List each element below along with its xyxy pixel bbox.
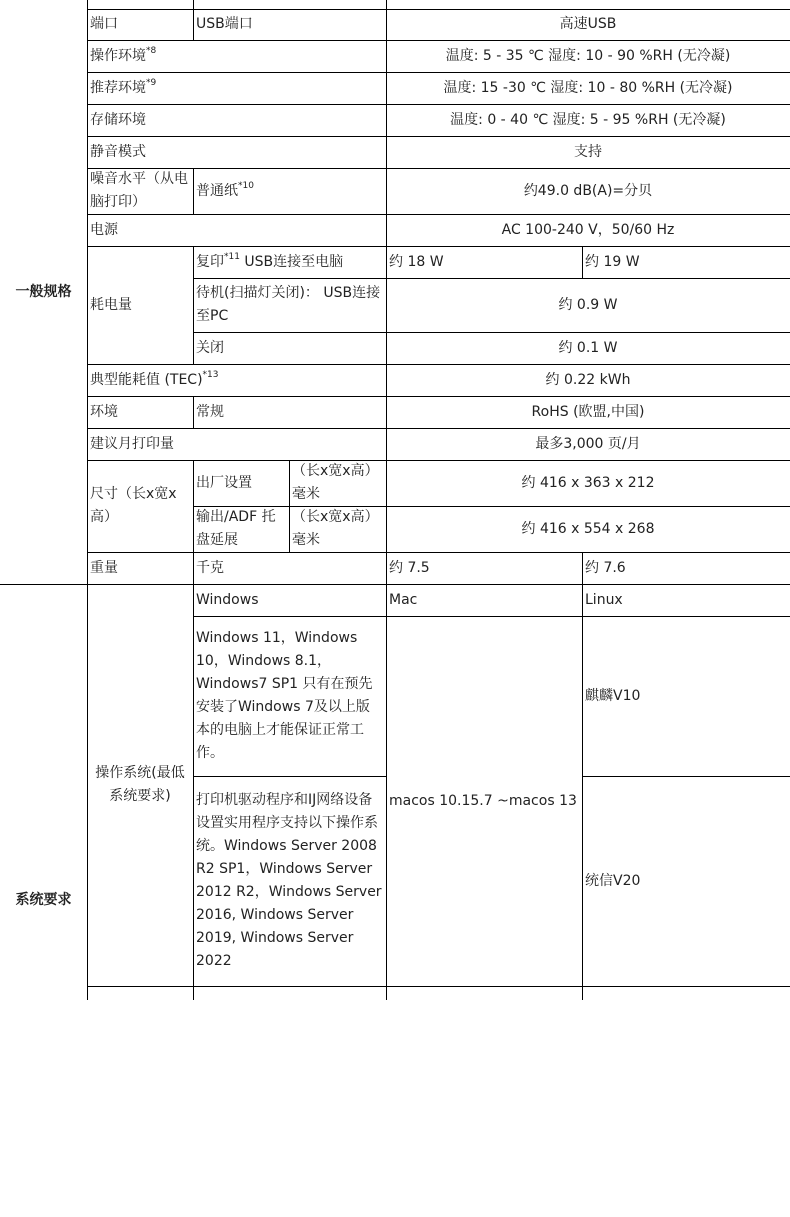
environment-label: 环境 — [90, 403, 118, 420]
weight-unit: 千克 — [196, 559, 224, 576]
power-standby-label: 待机(扫描灯关闭)： USB连接至PC — [196, 285, 381, 324]
noise-value: 约49.0 dB(A)=分贝 — [523, 182, 653, 199]
power-copy-label: 复印$^{*11}$ USB连接至电脑 — [196, 251, 344, 270]
footnote-mark: *8 — [146, 45, 157, 56]
power-copy-value-a: 约 18 W — [389, 253, 444, 270]
environment-value: RoHS (欧盟,中国) — [531, 403, 645, 420]
column-divider — [193, 0, 194, 40]
column-divider — [193, 396, 194, 428]
dimensions-extended-value: 约 416 x 554 x 268 — [521, 520, 655, 537]
column-divider — [193, 168, 194, 214]
footnote-mark: *13 — [202, 369, 219, 380]
port-label: 端口 — [90, 16, 118, 32]
column-divider — [87, 0, 88, 1000]
recommended-env-label: 推荐环境$^{*9}$ — [90, 77, 157, 96]
column-divider — [193, 460, 194, 1000]
column-divider — [582, 552, 583, 1000]
row-divider — [87, 40, 790, 41]
monthly-volume-value: 最多3,000 页/月 — [535, 435, 641, 452]
power-source-value: AC 100-240 V，50/60 Hz — [501, 221, 675, 238]
os-label: 操作系统(最低系统要求) — [95, 765, 185, 804]
footnote-mark: *10 — [238, 180, 254, 191]
os-linux-value-1: 麒麟V10 — [585, 687, 641, 704]
power-standby-value: 约 0.9 W — [558, 296, 618, 313]
row-divider — [193, 332, 790, 333]
os-linux-header: Linux — [585, 591, 623, 608]
row-divider — [87, 104, 790, 105]
dimensions-factory-label: 出厂设置 — [196, 474, 252, 491]
os-linux-value-2: 统信V20 — [585, 872, 641, 889]
power-source-label: 电源 — [90, 221, 118, 238]
quiet-mode-label: 静音模式 — [90, 143, 146, 160]
weight-value-a: 约 7.5 — [389, 559, 430, 576]
column-divider — [289, 460, 290, 552]
power-copy-value-b: 约 19 W — [585, 253, 640, 270]
row-divider — [193, 506, 790, 507]
operating-env-label: 操作环境$^{*8}$ — [90, 45, 157, 64]
section-system-label: 系统要求 — [15, 892, 72, 908]
row-divider — [87, 364, 790, 365]
os-mac-header: Mac — [389, 591, 418, 608]
tec-label: 典型能耗值 (TEC)$^{*13}$ — [90, 369, 219, 388]
dimensions-extended-label: 输出/ADF 托盘延展 — [196, 509, 276, 548]
noise-sub-label: 普通纸$^{*10}$ — [196, 180, 254, 199]
row-divider — [193, 278, 790, 279]
dimensions-factory-unit: （长x宽x高）毫米 — [292, 463, 379, 502]
os-windows-desktop-list: Windows 11，Windows 10，Windows 8.1，Windows7 SP1 只有在预先安装了Windows 7及以上版本的电脑上才能保证正常工作。 — [196, 630, 373, 761]
os-mac-value: macos 10.15.7 ~macos 13 — [389, 792, 577, 809]
column-divider — [193, 246, 194, 364]
port-sub-label: USB端口 — [196, 16, 253, 32]
dimensions-extended-unit: （长x宽x高）毫米 — [292, 509, 379, 548]
footnote-mark: *9 — [146, 77, 157, 88]
monthly-volume-label: 建议月打印量 — [90, 435, 174, 452]
section-general-label: 一般规格 — [15, 283, 72, 300]
row-divider — [87, 428, 790, 429]
dimensions-label: 尺寸（长x宽x高） — [90, 486, 177, 525]
row-divider — [87, 136, 790, 137]
section-divider — [0, 584, 790, 585]
row-divider — [193, 616, 790, 617]
power-off-value: 约 0.1 W — [558, 339, 618, 356]
storage-env-value: 温度: 0 - 40 ℃ 湿度: 5 - 95 %RH (无冷凝) — [450, 111, 726, 128]
weight-value-b: 约 7.6 — [585, 559, 626, 576]
row-divider — [87, 214, 790, 215]
port-value: 高速USB — [559, 16, 617, 32]
row-divider — [193, 776, 386, 777]
weight-label: 重量 — [90, 559, 118, 576]
operating-env-value: 温度: 5 - 35 ℃ 湿度: 10 - 90 %RH (无冷凝) — [445, 47, 731, 64]
noise-label: 噪音水平（从电脑打印） — [90, 171, 188, 210]
column-divider — [386, 0, 387, 1000]
environment-sub-label: 常规 — [196, 403, 224, 420]
power-off-label: 关闭 — [196, 339, 224, 356]
row-divider — [87, 72, 790, 73]
recommended-env-value: 温度: 15 -30 ℃ 湿度: 10 - 80 %RH (无冷凝) — [443, 79, 733, 96]
power-consumption-label: 耗电量 — [90, 296, 132, 313]
footnote-mark: *11 — [224, 251, 240, 262]
os-windows-header: Windows — [196, 591, 259, 608]
dimensions-factory-value: 约 416 x 363 x 212 — [521, 474, 655, 491]
row-divider — [582, 776, 790, 777]
column-divider — [582, 246, 583, 278]
os-windows-server-list: 打印机驱动程序和IJ网络设备设置实用程序支持以下操作系统。Windows Server 2008 R2 SP1，Windows Server 2012 R2，Windows Server 2016, Windows Server 2019, Windows Server 2022 — [196, 792, 382, 969]
quiet-mode-value: 支持 — [574, 143, 602, 160]
storage-env-label: 存储环境 — [90, 111, 146, 128]
tec-value: 约 0.22 kWh — [545, 371, 631, 388]
